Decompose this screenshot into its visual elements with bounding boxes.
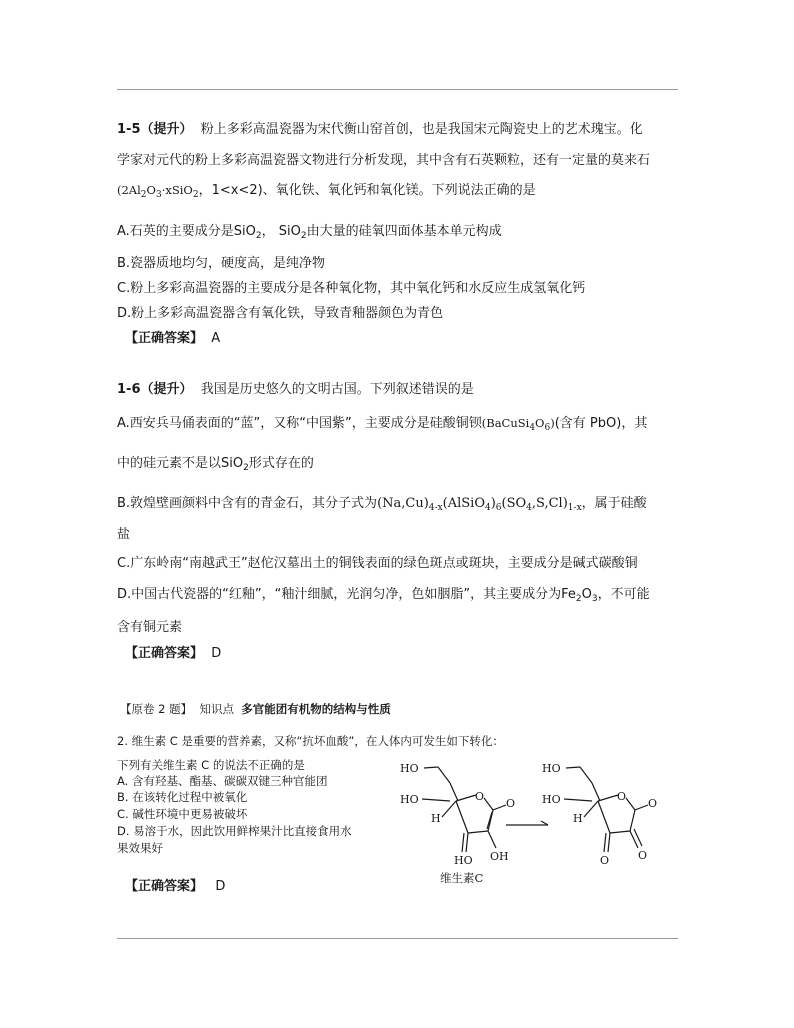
knowledge-point: 多官能团有机物的结构与性质 xyxy=(241,702,391,716)
orig-option-c: C. 碱性环境中更易被破坏 xyxy=(117,807,248,821)
q15-option-a: A.石英的主要成分是SiO$_2$， SiO$_2$由大量的硅氧四面体基本单元构成 xyxy=(117,224,502,241)
orig-option-d-line2: 果效果好 xyxy=(117,841,163,855)
q16-option-b-line1: B.敦煌壁画颜料中含有的青金石，其分子式为$(Na,Cu)_{4-x}(AlSiO_4)_6(SO_4,S,Cl)_{1-x}$，属于硅酸 xyxy=(117,496,647,513)
q16-option-c: C.广东岭南“南越武王”赵佗汉墓出土的铜钱表面的绿色斑点或斑块，主要成分是碱式碳酸铜 xyxy=(117,556,638,571)
mullite-formula: ($2Al_2O_3\cdot xSiO_2$ xyxy=(117,183,199,200)
answer-label: 【正确答案】 xyxy=(125,879,204,894)
svg-text:O: O xyxy=(638,849,648,862)
lapis-formula: $(Na,Cu)_{4-x}(AlSiO_4)_6(SO_4,S,Cl)_{1-x}$ xyxy=(377,496,582,513)
bottom-divider xyxy=(117,938,678,939)
svg-text:O: O xyxy=(506,797,516,810)
svg-text:HO: HO xyxy=(542,762,561,775)
q16-option-a-line1: A.西安兵马俑表面的“蓝”，又称“中国紫”，主要成分是硅酸铜钡$(BaCuSi_4O_6)$(含有 PbO)，其 xyxy=(117,416,648,433)
q15-answer xyxy=(125,330,220,348)
q16-option-b-line2: 盐 xyxy=(117,527,131,542)
answer-value: A xyxy=(211,331,221,346)
answer-value: D xyxy=(215,879,226,894)
orig-line1: 下列有关维生素 C 的说法不正确的是 xyxy=(117,758,305,772)
svg-text:HO: HO xyxy=(542,793,561,806)
orig-option-a: A. 含有羟基、酯基、碳碳双键三种官能团 xyxy=(117,774,328,788)
svg-text:OH: OH xyxy=(490,850,509,863)
q15-line2: 学家对元代的粉上多彩高温瓷器文物进行分析发现，其中含有石英颗粒，还有一定量的莫来石 xyxy=(117,153,651,168)
q15-line1 xyxy=(117,121,643,139)
svg-text:H: H xyxy=(431,812,441,825)
answer-label: 【正确答案】 xyxy=(125,646,204,661)
q16-line1 xyxy=(117,381,474,399)
q15-option-d: D.粉上多彩高温瓷器含有氧化铁，导致青釉器颜色为青色 xyxy=(117,306,444,321)
q16-stem: 我国是历史悠久的文明古国。下列叙述错误的是 xyxy=(200,382,474,397)
orig-option-b: B. 在该转化过程中被氧化 xyxy=(117,790,248,804)
svg-text:HO: HO xyxy=(454,854,473,867)
q16-option-d-line2: 含有铜元素 xyxy=(117,620,183,635)
top-divider xyxy=(117,89,678,90)
svg-text:H: H xyxy=(573,812,583,825)
vitamin-c-reaction-diagram xyxy=(398,755,660,885)
svg-text:HO: HO xyxy=(400,762,419,775)
q16-option-d-line1: D.中国古代瓷器的“红釉”，“釉汁细腻，光润匀净，色如胭脂”，其主要成分为$Fe_2O_3$，不可能 xyxy=(117,587,650,604)
orig-label: 【原卷 2 题】 xyxy=(120,702,193,716)
svg-text:O: O xyxy=(600,854,610,867)
answer-value: D xyxy=(211,646,222,661)
knowledge-label: 知识点 xyxy=(199,702,234,716)
svg-text:O: O xyxy=(475,790,485,803)
q15-number: 1-5（提升） xyxy=(117,122,193,137)
orig-header xyxy=(120,700,391,718)
answer-label: 【正确答案】 xyxy=(125,331,204,346)
bacusi-formula: $(BaCuSi_4O_6)$ xyxy=(481,416,555,433)
q15-stem-1: 粉上多彩高温瓷器为宋代衡山窑首创，也是我国宋元陶瓷史上的艺术瑰宝。化 xyxy=(200,122,643,137)
vitamin-c-caption: 维生素C xyxy=(440,871,484,885)
q16-answer xyxy=(125,645,221,663)
svg-text:HO: HO xyxy=(400,793,419,806)
q16-number: 1-6（提升） xyxy=(117,382,193,397)
orig-answer xyxy=(125,878,225,896)
svg-text:O: O xyxy=(648,797,658,810)
svg-text:O: O xyxy=(617,790,627,803)
q15-option-c: C.粉上多彩高温瓷器的主要成分是各种氧化物，其中氧化钙和水反应生成氢氧化钙 xyxy=(117,281,586,296)
q15-option-b: B.瓷器质地均匀，硬度高，是纯净物 xyxy=(117,256,326,271)
q15-line3: ($2Al_2O_3\cdot xSiO_2$，1<x<2)、氧化铁、氧化钙和氧化镁。下列说法正确的是 xyxy=(117,183,536,200)
orig-option-d-line1: D. 易溶于水，因此饮用鲜榨果汁比直接食用水 xyxy=(117,824,352,838)
orig-stem: 2. 维生素 C 是重要的营养素，又称“抗坏血酸”，在人体内可发生如下转化： xyxy=(117,734,504,748)
q16-option-a-line2: 中的硅元素不是以SiO$_2$形式存在的 xyxy=(117,456,314,473)
